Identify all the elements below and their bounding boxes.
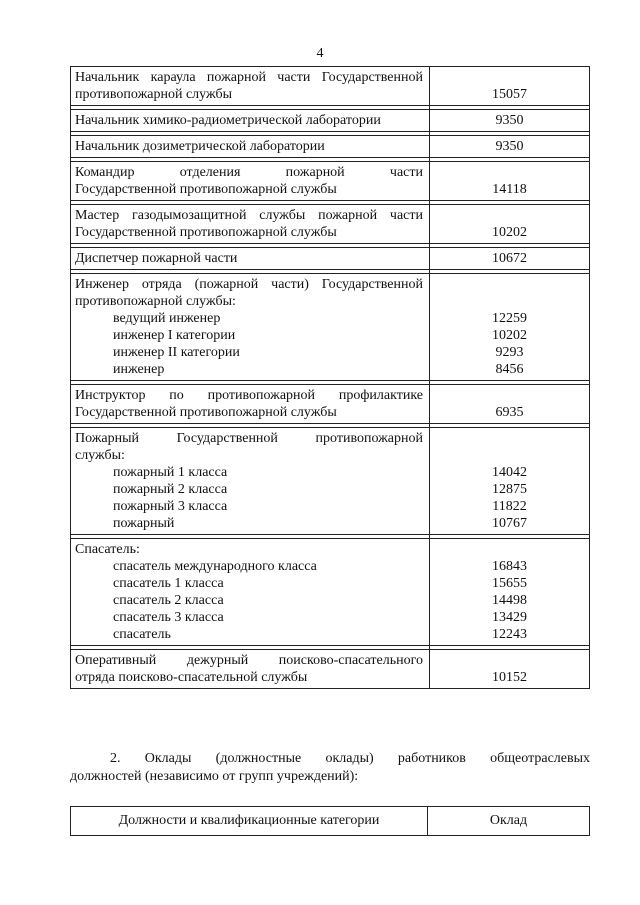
position-name-line: отряда поисково-спасательной службы xyxy=(75,670,308,685)
position-name-line: Инженер отряда (пожарной части) Государственной xyxy=(75,277,423,292)
salary-value: 13429 xyxy=(492,610,527,625)
table-row xyxy=(71,136,590,158)
salary-value: 14498 xyxy=(492,593,527,608)
salary-value: 10672 xyxy=(492,251,527,266)
table-row xyxy=(71,385,590,424)
table-row xyxy=(71,205,590,244)
sub-position: пожарный 1 класса xyxy=(113,465,228,480)
section-paragraph xyxy=(70,750,590,786)
salary-cell xyxy=(430,539,590,646)
paragraph-line-2: должностей (независимо от групп учреждений): xyxy=(70,769,359,784)
salary-value: 11822 xyxy=(492,499,527,514)
position-name-line: Государственной противопожарной службы xyxy=(75,405,337,420)
sub-position: инженер I категории xyxy=(113,328,236,343)
sub-position: спасатель xyxy=(113,627,171,642)
sub-position: спасатель международного класса xyxy=(113,559,317,574)
sub-position: спасатель 1 класса xyxy=(113,576,224,591)
salary-value: 10202 xyxy=(492,225,527,240)
table-row xyxy=(71,274,590,381)
position-name-line: Начальник химико-радиометрической лаборатории xyxy=(75,113,381,128)
salary-cell xyxy=(430,248,590,270)
sub-position: ведущий инженер xyxy=(113,311,221,326)
salary-table xyxy=(70,66,590,689)
position-cell xyxy=(71,205,430,244)
salary-cell xyxy=(430,110,590,132)
salary-value: 9293 xyxy=(495,345,524,360)
sub-position: пожарный xyxy=(113,516,175,531)
salary-value: 9350 xyxy=(495,113,524,128)
salary-cell xyxy=(430,385,590,424)
position-name-line: Диспетчер пожарной части xyxy=(75,251,238,266)
salary-value: 14042 xyxy=(492,465,527,480)
sub-position: инженер xyxy=(113,362,165,377)
salary-value: 12243 xyxy=(492,627,527,642)
salary-cell xyxy=(430,274,590,381)
salary-value: 12875 xyxy=(492,482,527,497)
salary-value: 12259 xyxy=(492,311,527,326)
position-cell xyxy=(71,428,430,535)
salary-cell xyxy=(430,428,590,535)
header-table xyxy=(70,806,590,836)
salary-cell xyxy=(430,205,590,244)
table-row xyxy=(71,650,590,689)
position-name-line: Спасатель: xyxy=(75,542,140,557)
position-cell xyxy=(71,385,430,424)
position-name-line: Начальник дозиметрической лаборатории xyxy=(75,139,325,154)
position-name-line: Государственной противопожарной службы xyxy=(75,182,337,197)
position-name-line: противопожарной службы: xyxy=(75,294,236,309)
header-col-salary: Оклад xyxy=(428,807,590,836)
sub-position: спасатель 2 класса xyxy=(113,593,224,608)
position-name-line: противопожарной службы xyxy=(75,87,232,102)
salary-cell xyxy=(430,162,590,201)
position-cell xyxy=(71,248,430,270)
page-number: 4 xyxy=(316,46,324,61)
salary-value: 8456 xyxy=(495,362,524,377)
table-row xyxy=(71,539,590,646)
table-row xyxy=(71,428,590,535)
sub-position: пожарный 3 класса xyxy=(113,499,228,514)
salary-value: 9350 xyxy=(495,139,524,154)
position-name-line: Пожарный Государственной противопожарной xyxy=(75,431,423,446)
sub-position: инженер II категории xyxy=(113,345,240,360)
table-row xyxy=(71,67,590,106)
position-name-line: Мастер газодымозащитной службы пожарной части xyxy=(75,208,423,223)
salary-value: 10152 xyxy=(492,670,527,685)
position-cell xyxy=(71,650,430,689)
salary-value: 6935 xyxy=(495,405,524,420)
salary-value: 15655 xyxy=(492,576,527,591)
header-col-positions: Должности и квалификационные категории xyxy=(71,807,428,836)
salary-value: 10767 xyxy=(492,516,527,531)
position-name-line: Начальник караула пожарной части Государственной xyxy=(75,70,423,85)
position-name-line: Командир отделения пожарной части xyxy=(75,165,423,180)
position-name-line: Инструктор по противопожарной профилактике xyxy=(75,388,423,403)
position-name-line: службы: xyxy=(75,448,125,463)
salary-cell xyxy=(430,650,590,689)
salary-cell xyxy=(430,136,590,158)
position-cell xyxy=(71,110,430,132)
paragraph-line-1: 2. Оклады (должностные оклады) работников общеотраслевых xyxy=(110,751,590,766)
salary-value: 16843 xyxy=(492,559,527,574)
position-cell xyxy=(71,539,430,646)
position-cell xyxy=(71,274,430,381)
sub-position: пожарный 2 класса xyxy=(113,482,228,497)
sub-position: спасатель 3 класса xyxy=(113,610,224,625)
table-row xyxy=(71,110,590,132)
table-row xyxy=(71,248,590,270)
salary-value: 14118 xyxy=(492,182,527,197)
salary-value: 10202 xyxy=(492,328,527,343)
position-cell xyxy=(71,136,430,158)
salary-value: 15057 xyxy=(492,87,527,102)
salary-cell xyxy=(430,67,590,106)
position-cell xyxy=(71,162,430,201)
position-name-line: Оперативный дежурный поисково-спасательного xyxy=(75,653,423,668)
position-cell xyxy=(71,67,430,106)
table-row xyxy=(71,162,590,201)
position-name-line: Государственной противопожарной службы xyxy=(75,225,337,240)
